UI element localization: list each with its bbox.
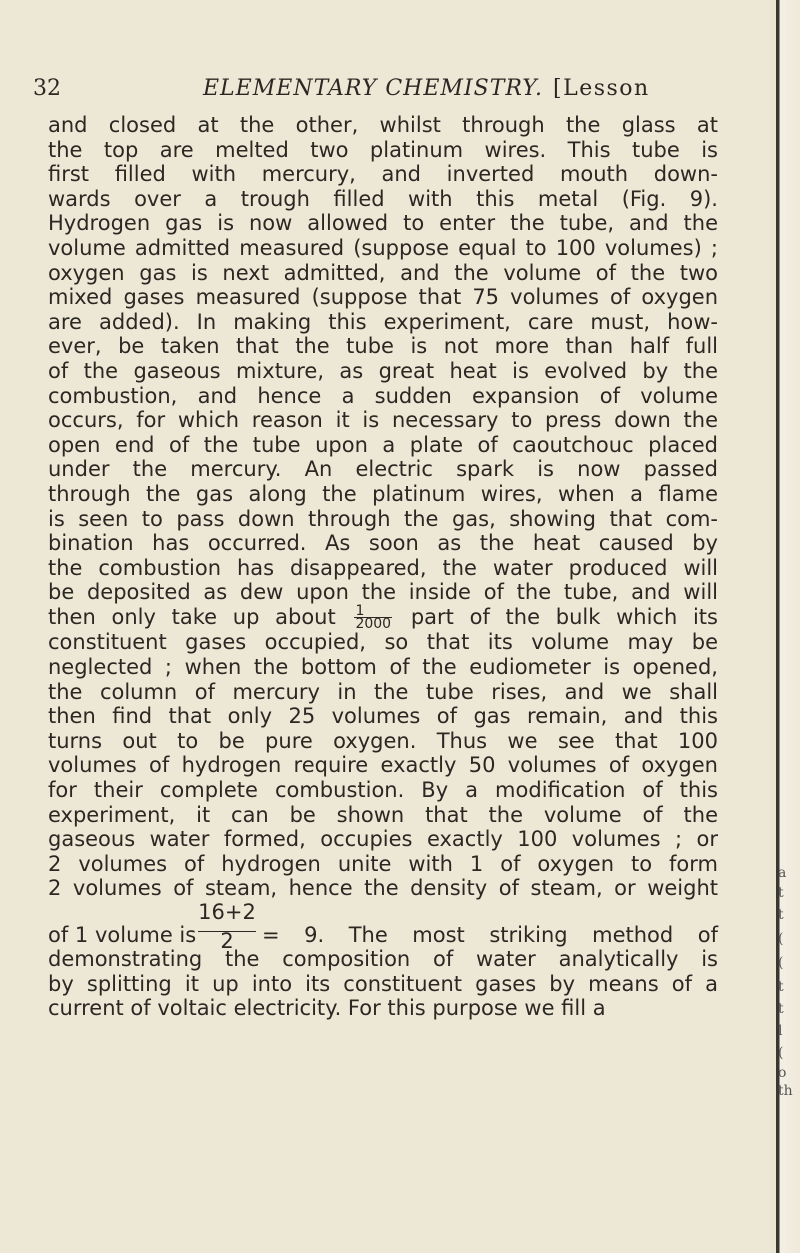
text-line: occurs, for which reason it is necessary to press down the: [48, 408, 718, 433]
fraction-line-after: part of the bulk which its: [410, 604, 718, 629]
fraction-text-line: [48, 605, 718, 631]
edge-fragment: (: [778, 931, 784, 947]
text-line: Hydrogen gas is now allowed to enter the tube, and the: [48, 211, 718, 236]
text-line: 2 volumes of hydrogen unite with 1 of oxygen to form: [48, 851, 718, 876]
text-line: the column of mercury in the tube rises, and we shall: [48, 679, 718, 704]
text-line: volume admitted measured (suppose equal to 100 volumes) ;: [48, 235, 718, 260]
page-number: 32: [33, 76, 61, 101]
edge-fragment: o: [778, 1065, 787, 1081]
text-line: for their complete combustion. By a modification of this: [48, 777, 718, 802]
text-line: by splitting it up into its constituent gases by means of a: [48, 971, 718, 996]
text-line: then find that only 25 volumes of gas remain, and this: [48, 704, 718, 729]
text-line: and closed at the other, whilst through the glass at: [48, 113, 718, 137]
edge-fragment: (: [778, 1045, 784, 1061]
section-label: [Lesson: [553, 76, 650, 101]
page-header: [33, 76, 723, 106]
text-line: the top are melted two platinum wires. This tube is: [48, 137, 718, 162]
text-line: gaseous water formed, occupies exactly 100 volumes ; or: [48, 827, 718, 852]
text-line: first filled with mercury, and inverted mouth down-: [48, 162, 718, 187]
edge-fragment: t: [778, 1001, 784, 1017]
equation-result: = 9.: [262, 922, 325, 947]
text-line: experiment, it can be shown that the volume of the: [48, 802, 718, 827]
text-line: wards over a trough filled with this metal (Fig. 9).: [48, 186, 718, 211]
equation-after: The most striking method of: [348, 922, 719, 947]
text-line: open end of the tube upon a plate of caoutchouc placed: [48, 432, 718, 457]
density-fraction: [198, 899, 256, 953]
text-line: mixed gases measured (suppose that 75 volumes of oxygen: [48, 285, 718, 310]
text-line: 2 volumes of steam, hence the density of steam, or weight: [48, 876, 718, 901]
text-line: current of voltaic electricity. For this purpose we fill a: [48, 996, 606, 1021]
edge-fragment: t: [778, 907, 784, 923]
text-line: through the gas along the platinum wires, when a flame: [48, 481, 718, 506]
text-line: neglected ; when the bottom of the eudiometer is opened,: [48, 654, 718, 679]
equation-after-text: [262, 923, 718, 948]
equation-numerator: 16+2: [198, 899, 256, 924]
edge-fragment: t: [778, 885, 784, 901]
body-text: [48, 113, 718, 1021]
text-line: be deposited as dew upon the inside of the tube, and will: [48, 580, 718, 605]
equation-denominator: 2: [220, 928, 234, 953]
text-line: constituent gases occupied, so that its volume may be: [48, 630, 718, 655]
edge-fragment: t: [778, 979, 784, 995]
text-line: ever, be taken that the tube is not more than half full: [48, 334, 718, 359]
text-line: bination has occurred. As soon as the heat caused by: [48, 531, 718, 556]
equation-before: of 1 volume is: [48, 922, 197, 947]
fraction-denominator: 2000: [355, 616, 392, 633]
fraction-line-before: then only take up about: [48, 604, 336, 629]
text-line: combustion, and hence a sudden expansion of volume: [48, 383, 718, 408]
text-line: the combustion has disappeared, the water produced will: [48, 555, 718, 580]
fraction-numerator: 1: [354, 605, 392, 618]
text-line: is seen to pass down through the gas, showing that com-: [48, 506, 718, 531]
text-line: under the mercury. An electric spark is now passed: [48, 457, 718, 482]
equation-line: [48, 899, 719, 953]
inline-fraction: [354, 603, 392, 633]
text-line: of the gaseous mixture, as great heat is evolved by the: [48, 358, 718, 383]
text-line: are added). In making this experiment, care must, how-: [48, 309, 718, 334]
text-line: oxygen gas is next admitted, and the volume of the two: [48, 260, 718, 285]
text-line: demonstrating the composition of water analytically is: [48, 946, 718, 971]
running-title: ELEMENTARY CHEMISTRY.: [203, 76, 543, 101]
edge-fragment: a: [778, 865, 787, 881]
edge-fragment: th: [778, 1083, 793, 1099]
edge-fragment: l: [778, 1023, 783, 1039]
edge-fragment: (: [778, 955, 784, 971]
text-line: volumes of hydrogen require exactly 50 volumes of oxygen: [48, 753, 718, 778]
text-line: turns out to be pure oxygen. Thus we see that 100: [48, 728, 718, 753]
